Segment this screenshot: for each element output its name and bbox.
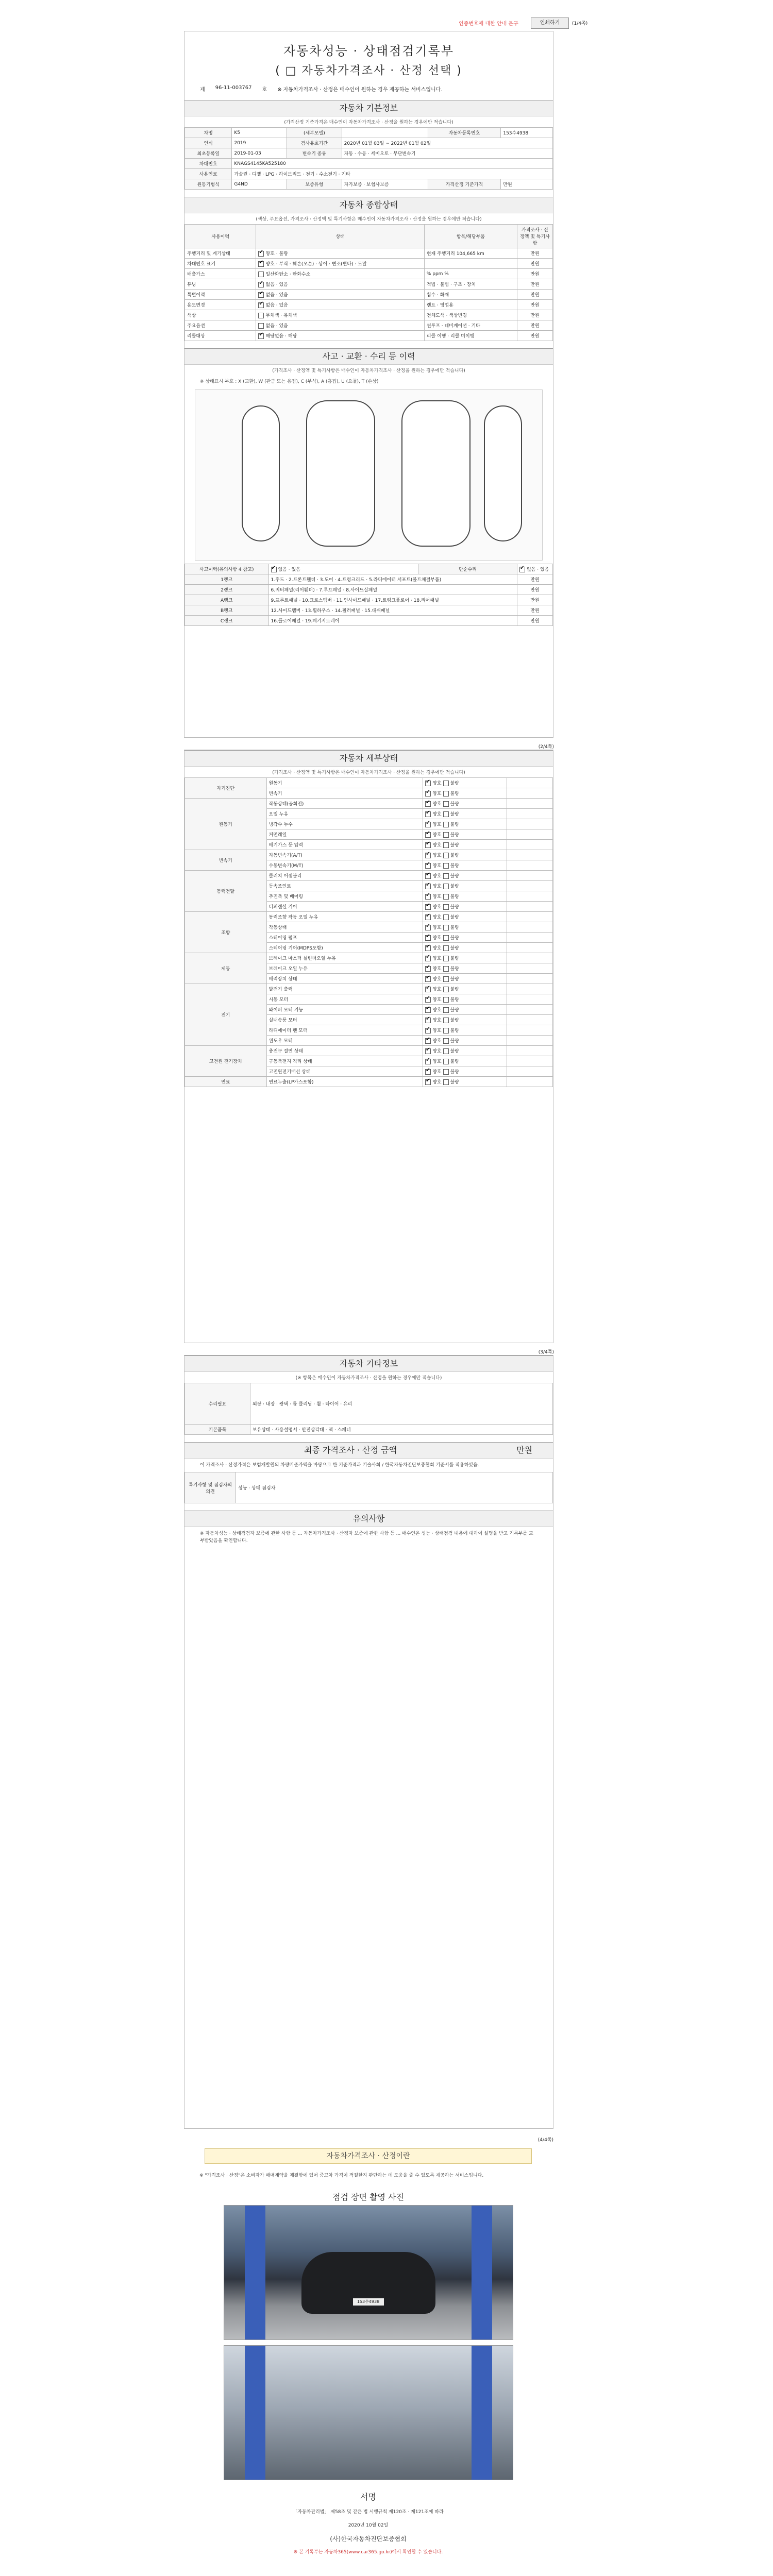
footer-note: ※ 본 기록부는 자동차365(www.car365.go.kr)에서 확인할 수 있습니다. — [293, 2550, 443, 2555]
page-number-4: (4/4쪽) — [537, 2138, 553, 2143]
inspection-photo-1: 153수4938 — [224, 2205, 513, 2340]
detail-row: 고전원 전기장치 충전구 절연 상태 ✔ 양호 불량 — [185, 1046, 553, 1056]
detail-row: 윈도우 모터 ✔ 양호 불량 — [185, 1036, 553, 1046]
photo-head: 점검 장면 촬영 사진 — [184, 2190, 552, 2205]
accident-legend: ※ 상태표시 부호 : X (교환), W (판금 또는 용접), C (부식), A (흠집), U (요철), T (손상) — [200, 379, 379, 384]
detail-row: 추진축 및 베어링 ✔ 양호 불량 — [185, 891, 553, 902]
accident-table: 사고이력(유의사항 4 참고) ✔ 없음 · 있음 단순수리 ✔ 없음 · 있음 1랭크 1.후드 · 2.프론트휀더 · 3.도어 · 4.트렁크리드 · 5.라디에이터 서포트(볼트체결부품) 만원 2랭크 6.쿼터패널(리어휀더) · 7.루프패널 · 8.사이드실패널 만원 A랭크 9.프론트패널 · 10.크로스멤버 · 11.인사이드패널 · 17.트렁크플로어 · 18.리어패널 만원 B랭크 12.사이드멤버 · 13.휠하우스 · 14.필러패널 · 15.대쉬패널 만원 C랭크 16.플로어패널 · 19.패키지트레이 만원 — [184, 564, 553, 626]
detail-row: 냉각수 누수 ✔ 양호 불량 — [185, 819, 553, 829]
accident-head: 사고 · 교환 · 수리 등 이력 — [184, 348, 553, 365]
doc-title: 자동차성능 · 상태점검기록부 — [283, 44, 455, 58]
basic-sub: (가격산정 기준가격은 매수인이 자동차가격조사 · 산정을 원하는 경우에만 적습니다) — [284, 120, 453, 125]
page-4 — [184, 2138, 553, 2566]
other-head: 자동차 기타정보 — [184, 1355, 553, 1372]
detail-row: 커먼레일 ✔ 양호 불량 — [185, 829, 553, 840]
sign-org: (사)한국자동차진단보증협회 — [330, 2535, 407, 2543]
doc-note: ※ 자동차가격조사 · 산정은 매수인이 원하는 경우 제공하는 서비스입니다. — [277, 87, 443, 93]
page-3 — [184, 1350, 554, 2129]
notice-text: 인증번호에 대한 안내 문구 — [459, 21, 518, 27]
other-table: 수리필요 외장 · 내장 · 광택 · 룸 클리닝 · 휠 · 타이어 · 유리 기본품목 보유상태 · 사용설명서 · 안전삼각대 · 잭 · 스패너 — [184, 1383, 553, 1435]
final-price-head: 최종 가격조사 · 산정 금액 만원 — [184, 1442, 553, 1459]
detail-row: 구동축전지 격리 상태 ✔ 양호 불량 — [185, 1056, 553, 1066]
caution-head: 유의사항 — [184, 1511, 553, 1527]
page-number: (1/4쪽) — [572, 21, 588, 26]
detail-row: 등속조인트 ✔ 양호 불량 — [185, 881, 553, 891]
detail-row: 작동상태 ✔ 양호 불량 — [185, 922, 553, 933]
detail-row: 실내송풍 모터 ✔ 양호 불량 — [185, 1015, 553, 1025]
caution-text: ※ 자동차성능 · 상태점검자 보증에 관한 사항 등 ... 자동차가격조사 · 산정자 보증에 관한 사항 등 ... 매수인은 성능 · 상태점검 내용에 대하여 설명을 받고 기록부를 교부받았음을 확인합니다. — [200, 1531, 533, 1544]
page-number-3: (3/4쪽) — [538, 1350, 554, 1355]
other-sub: (※ 항목은 매수인이 자동차가격조사 · 산정을 원하는 경우에만 적습니다) — [295, 1376, 442, 1381]
general-head: 자동차 종합상태 — [184, 197, 553, 213]
detail-row: 제동 브레이크 마스터 실린더오일 누유 ✔ 양호 불량 — [185, 953, 553, 963]
detail-row: 원동기 작동상태(공회전) ✔ 양호 불량 — [185, 799, 553, 809]
detail-row: 고전원전기배선 상태 ✔ 양호 불량 — [185, 1066, 553, 1077]
price-intro-box: 자동차가격조사 · 산정이란 — [205, 2148, 532, 2164]
detail-row: 디퍼렌셜 기어 ✔ 양호 불량 — [185, 902, 553, 912]
detail-row: 배력장치 상태 ✔ 양호 불량 — [185, 974, 553, 984]
detail-table — [184, 777, 553, 1087]
general-sub: (색상, 주요옵션, 가격조사 · 산정액 및 특기사항은 매수인이 자동차가격조사 · 산정을 원하는 경우에만 적습니다) — [256, 217, 482, 222]
detail-row: 오일 누유 ✔ 양호 불량 — [185, 809, 553, 819]
detail-row: 라디에이터 팬 모터 ✔ 양호 불량 — [185, 1025, 553, 1036]
basic-table: 차명 K5 (세부모델) 자동차등록번호 153수4938 연식 2019 검사유효기간 2020년 01월 03일 ~ 2022년 01월 02일 최초등록일 2019-01-03 변속기 종류 자동 · 수동 · 세미오토 · 무단변속기 차대번호 KNAGS4145KA525180 사용연료 가솔린 · 디젤 · LPG · 하이브리드 · 전기 · 수소전기 · 기타 원동기형식 G4ND 보증유형 자가보증 · 보험사보증 가격산정 기준가격 만원 — [184, 127, 553, 190]
price-intro-desc: ※ "가격조사 · 산정"은 소비자가 매매계약을 체결함에 있어 중고차 가격이 적절한지 판단하는 데 도움을 줄 수 있도록 제공하는 서비스입니다. — [199, 2173, 484, 2178]
doc-subtitle: ( □ 자동차가격조사 · 산정 선택 ) — [275, 64, 462, 77]
final-note: 이 가격조사 · 산정가격은 보험개발원의 차량기준가액을 바탕으로 한 기준가격과 기술사회 / 한국자동차진단보증협회 기준서를 적용하였음. — [200, 1463, 479, 1468]
detail-row: 자기진단 원동기 ✔ 양호 불량 — [185, 778, 553, 788]
sign-date: 2020년 10월 02일 — [348, 2523, 389, 2528]
detail-row: 스티어링 기어(MDPS포함) ✔ 양호 불량 — [185, 943, 553, 953]
page-1 — [184, 31, 553, 738]
doc-no-suffix: 호 — [262, 87, 267, 93]
car-side-right — [484, 405, 522, 541]
detail-row: 브레이크 오일 누유 ✔ 양호 불량 — [185, 963, 553, 974]
print-button[interactable]: 인쇄하기 — [531, 18, 569, 29]
detail-row: 와이퍼 모터 기능 ✔ 양호 불량 — [185, 1005, 553, 1015]
detail-row: 스티어링 펌프 ✔ 양호 불량 — [185, 933, 553, 943]
detail-head: 자동차 세부상태 — [184, 750, 553, 767]
basic-head: 자동차 기본정보 — [184, 100, 553, 116]
detail-sub: (가격조사 · 산정액 및 특기사항은 매수인이 자동차가격조사 · 산정을 원하는 경우에만 적습니다) — [272, 770, 465, 775]
detail-row: 동력전달 클러치 어셈블리 ✔ 양호 불량 — [185, 871, 553, 881]
top-bar — [0, 0, 773, 27]
page-2 — [184, 744, 554, 1343]
car-diagram — [195, 389, 543, 561]
detail-row: 수동변속기(M/T) ✔ 양호 불량 — [185, 860, 553, 871]
doc-no-label: 제 — [200, 87, 205, 93]
car-side-left — [242, 405, 280, 541]
detail-row: 전기 발전기 출력 ✔ 양호 불량 — [185, 984, 553, 994]
general-table: 사용이력 상태 항목/해당부품 가격조사 · 산정액 및 특기사항 주행거리 및 계기상태 ✔ 양호 · 불량 현재 주행거리 104,665 km 만원 차대번호 표기 ✔ 양호 · 부식 · 훼손(오손) · 상이 · 변조(변타) · 도말 만원 배출가스 일산화탄소 · 탄화수소 % ppm % 만원 튜닝 ✔ 없음 · 있음 적법 · 불법 · 구조 · 장치 만원 특별이력 ✔ 없음 · 있음 침수 · 화재 만원 용도변경 ✔ 없음 · 있음 렌트 · 영업용 만원 색상 무채색 · 유채색 전체도색 · 색상변경 만원 주요옵션 없음 · 있음 썬루프 · 네비게이션 · 기타 만원 리콜대상 ✔ 해당없음 · 해당 리콜 이행 · 리콜 미이행 만원 — [184, 224, 553, 341]
sign-text: 「자동차관리법」 제58조 및 같은 법 시행규칙 제120조 · 제121조에 따라 — [293, 2510, 444, 2515]
doc-no: 96-11-003767 — [215, 85, 252, 91]
car-top-view — [306, 400, 375, 547]
detail-row: 조향 동력조향 작동 오일 누유 ✔ 양호 불량 — [185, 912, 553, 922]
detail-row: 변속기 자동변속기(A/T) ✔ 양호 불량 — [185, 850, 553, 860]
inspection-photo-2 — [224, 2345, 513, 2480]
accident-sub: (가격조사 · 산정액 및 특기사항은 매수인이 자동차가격조사 · 산정을 원하는 경우에만 적습니다) — [272, 368, 465, 374]
detail-row: 변속기 ✔ 양호 불량 — [185, 788, 553, 799]
detail-row: 배기가스 등 압력 ✔ 양호 불량 — [185, 840, 553, 850]
detail-row: 연료 연료누출(LP가스포함) ✔ 양호 불량 — [185, 1077, 553, 1087]
page-number-2: (2/4쪽) — [538, 744, 554, 750]
special-table: 특기사항 및 점검자의 의견 성능 · 상태 점검자 — [184, 1472, 553, 1503]
detail-row: 시동 모터 ✔ 양호 불량 — [185, 994, 553, 1005]
car-frame-view — [401, 400, 470, 547]
sign-head: 서명 — [360, 2492, 376, 2502]
